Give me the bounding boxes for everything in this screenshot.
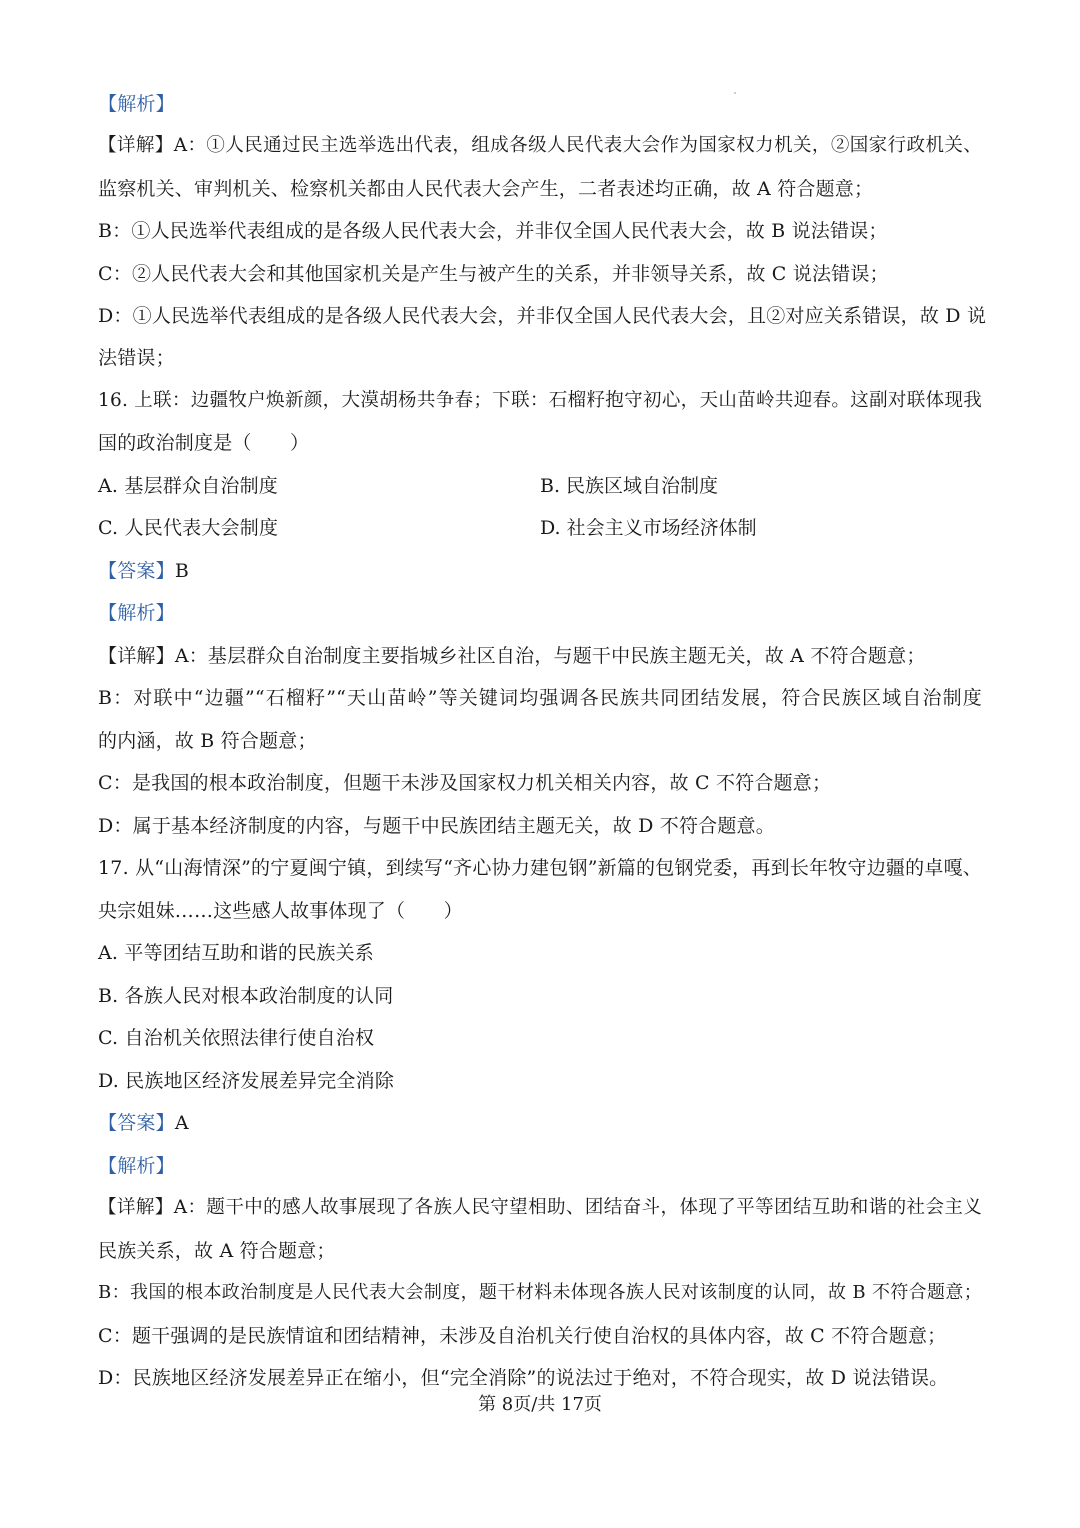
- q16-detail-a: [98, 641, 926, 671]
- q17-detail-a-cont: 民族关系，故 A 符合题意；: [98, 1240, 336, 1262]
- q17-analysis-label: 【解析】: [98, 1155, 175, 1177]
- q17-detail-a: [98, 1193, 982, 1223]
- q17-answer: [98, 1108, 189, 1138]
- detail-paragraph: [98, 131, 982, 161]
- question-17-stem: 17. 从“山海情深”的宁夏闽宁镇，到续写“齐心协力建包钢”新篇的包钢党委，再到长年牧守边疆的卓嘎、: [98, 857, 982, 879]
- detail-label: 【详解】: [98, 1197, 174, 1218]
- question-16-stem-cont: 国的政治制度是（ ）: [98, 432, 310, 454]
- detail-d: D：①人民选举代表组成的是各级人民代表大会，并非仅全国人民代表大会，且②对应关系错误，故 D 说: [98, 305, 987, 327]
- answer-value: B: [174, 560, 189, 582]
- detail-b: B：①人民选举代表组成的是各级人民代表大会，并非仅全国人民代表大会，故 B 说法错误；: [98, 220, 888, 242]
- q16-answer: [98, 556, 189, 586]
- detail-label: 【详解】: [98, 135, 174, 156]
- q16-detail-b-cont: 的内涵，故 B 符合题意；: [98, 730, 317, 752]
- q16-option-d: D. 社会主义市场经济体制: [540, 517, 757, 539]
- page-number: 第 8页/共 17页: [478, 1394, 602, 1415]
- answer-label: 【答案】: [98, 560, 175, 582]
- q16-detail-d: D：属于基本经济制度的内容，与题干中民族团结主题无关，故 D 不符合题意。: [98, 815, 775, 837]
- q16-detail-b: B：对联中“边疆”“石榴籽”“天山苗岭”等关键词均强调各民族共同团结发展，符合民族区域自治制度: [98, 687, 982, 709]
- analysis-label: 【解析】: [98, 93, 175, 115]
- scan-speck: [734, 92, 736, 94]
- q17-detail-d: D：民族地区经济发展差异正在缩小，但“完全消除”的说法过于绝对，不符合现实，故 D 说法错误。: [98, 1367, 949, 1389]
- q17-option-b: B. 各族人民对根本政治制度的认同: [98, 985, 394, 1007]
- q17-option-a: A. 平等团结互助和谐的民族关系: [98, 942, 375, 964]
- answer-value: A: [174, 1112, 189, 1134]
- detail-text-line: 监察机关、审判机关、检察机关都由人民代表大会产生，二者表述均正确，故 A 符合题意；: [98, 178, 874, 200]
- detail-text: A：①人民通过民主选举选出代表，组成各级人民代表大会作为国家权力机关，②国家行政机关、: [173, 135, 982, 156]
- q16-detail-c: C：是我国的根本政治制度，但题干未涉及国家权力机关相关内容，故 C 不符合题意；: [98, 772, 832, 794]
- q17-detail-b: B：我国的根本政治制度是人民代表大会制度，题干材料未体现各族人民对该制度的认同，故 B 不符合题意；: [98, 1282, 982, 1303]
- q16-option-b: B. 民族区域自治制度: [540, 475, 719, 497]
- answer-label: 【答案】: [98, 1112, 175, 1134]
- q16-analysis-label: 【解析】: [98, 602, 175, 624]
- detail-label: 【详解】: [98, 645, 175, 667]
- detail-c: C：②人民代表大会和其他国家机关是产生与被产生的关系，并非领导关系，故 C 说法错误；: [98, 263, 889, 285]
- detail-text: A：基层群众自治制度主要指城乡社区自治，与题干中民族主题无关，故 A 不符合题意；: [174, 645, 926, 667]
- detail-text: A：题干中的感人故事展现了各族人民守望相助、团结奋斗，体现了平等团结互助和谐的社会主义: [173, 1197, 982, 1218]
- q17-option-c: C. 自治机关依照法律行使自治权: [98, 1027, 375, 1049]
- question-16-stem: 16. 上联：边疆牧户焕新颜，大漠胡杨共争春；下联：石榴籽抱守初心，天山苗岭共迎春。这副对联体现我: [98, 390, 982, 411]
- q17-option-d: D. 民族地区经济发展差异完全消除: [98, 1070, 395, 1092]
- question-17-stem-cont: 央宗姐妹……这些感人故事体现了（ ）: [98, 900, 463, 922]
- q16-option-a: A. 基层群众自治制度: [98, 475, 279, 497]
- q16-option-c: C. 人民代表大会制度: [98, 517, 279, 539]
- detail-d-cont: 法错误；: [98, 347, 175, 369]
- q17-detail-c: C：题干强调的是民族情谊和团结精神，未涉及自治机关行使自治权的具体内容，故 C 不符合题意；: [98, 1325, 947, 1347]
